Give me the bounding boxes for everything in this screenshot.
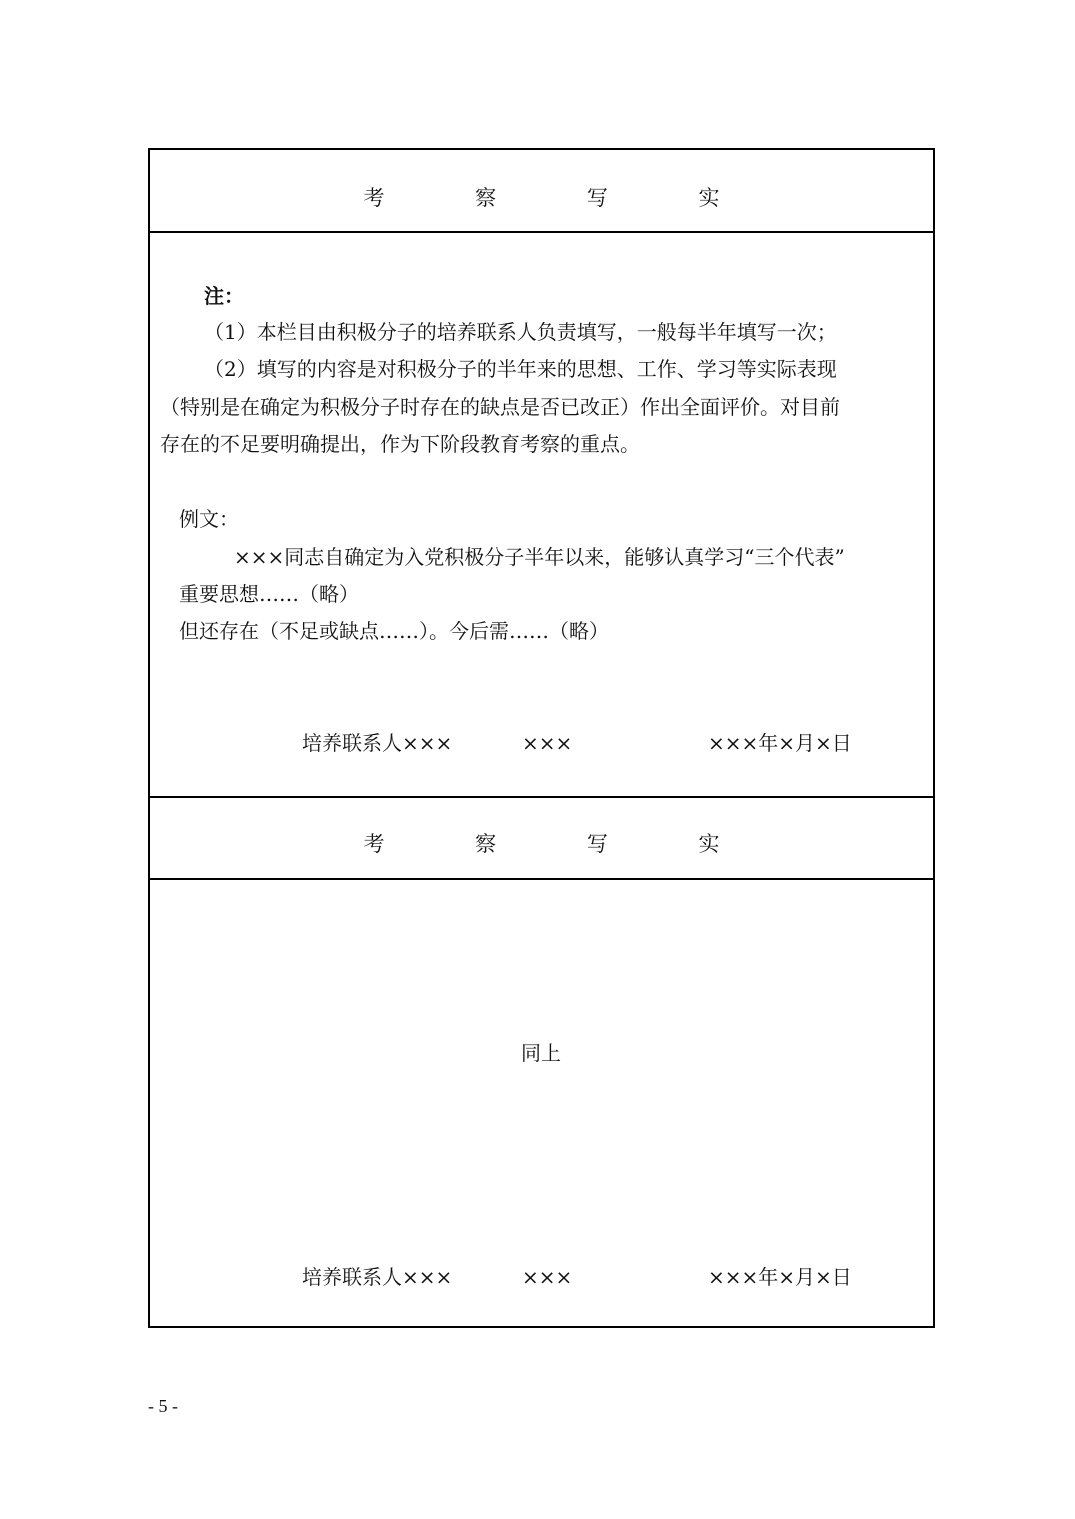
example-line-3: 但还存在（不足或缺点……）。今后需……（略） bbox=[179, 619, 609, 643]
note-item-1: （1）本栏目由积极分子的培养联系人负责填写，一般每半年填写一次； bbox=[204, 320, 837, 344]
example-label: 例文： bbox=[179, 507, 239, 531]
example-line-1: ×××同志自确定为入党积极分子半年以来，能够认真学习“三个代表” bbox=[234, 545, 845, 569]
section2-body: 同上 bbox=[521, 1041, 561, 1065]
section1-heading-divider bbox=[150, 231, 933, 233]
note-item-2-line-3: 存在的不足要明确提出，作为下阶段教育考察的重点。 bbox=[160, 432, 640, 456]
note-item-2-line-1: （2）填写的内容是对积极分子的半年来的思想、工作、学习等实际表现 bbox=[204, 357, 837, 381]
evaluation-form bbox=[148, 148, 935, 1328]
section1-date: ×××年×月×日 bbox=[708, 731, 852, 755]
section2-signer: 培养联系人××× bbox=[302, 1265, 453, 1289]
page-number: - 5 - bbox=[148, 1396, 178, 1416]
section2-heading-divider bbox=[150, 878, 933, 880]
note-item-2-line-2: （特别是在确定为积极分子时存在的缺点是否已改正）作出全面评价。对目前 bbox=[160, 395, 840, 419]
section2-date: ×××年×月×日 bbox=[708, 1265, 852, 1289]
section1-heading: 考 察 写 实 bbox=[363, 186, 762, 210]
section-divider bbox=[150, 796, 933, 798]
section1-signer-name: ××× bbox=[522, 731, 573, 755]
example-line-2: 重要思想……（略） bbox=[179, 582, 359, 606]
section2-heading: 考 察 写 实 bbox=[363, 832, 762, 856]
section2-signer-name: ××× bbox=[522, 1265, 573, 1289]
section1-signer: 培养联系人××× bbox=[302, 731, 453, 755]
note-label: 注： bbox=[204, 284, 244, 308]
